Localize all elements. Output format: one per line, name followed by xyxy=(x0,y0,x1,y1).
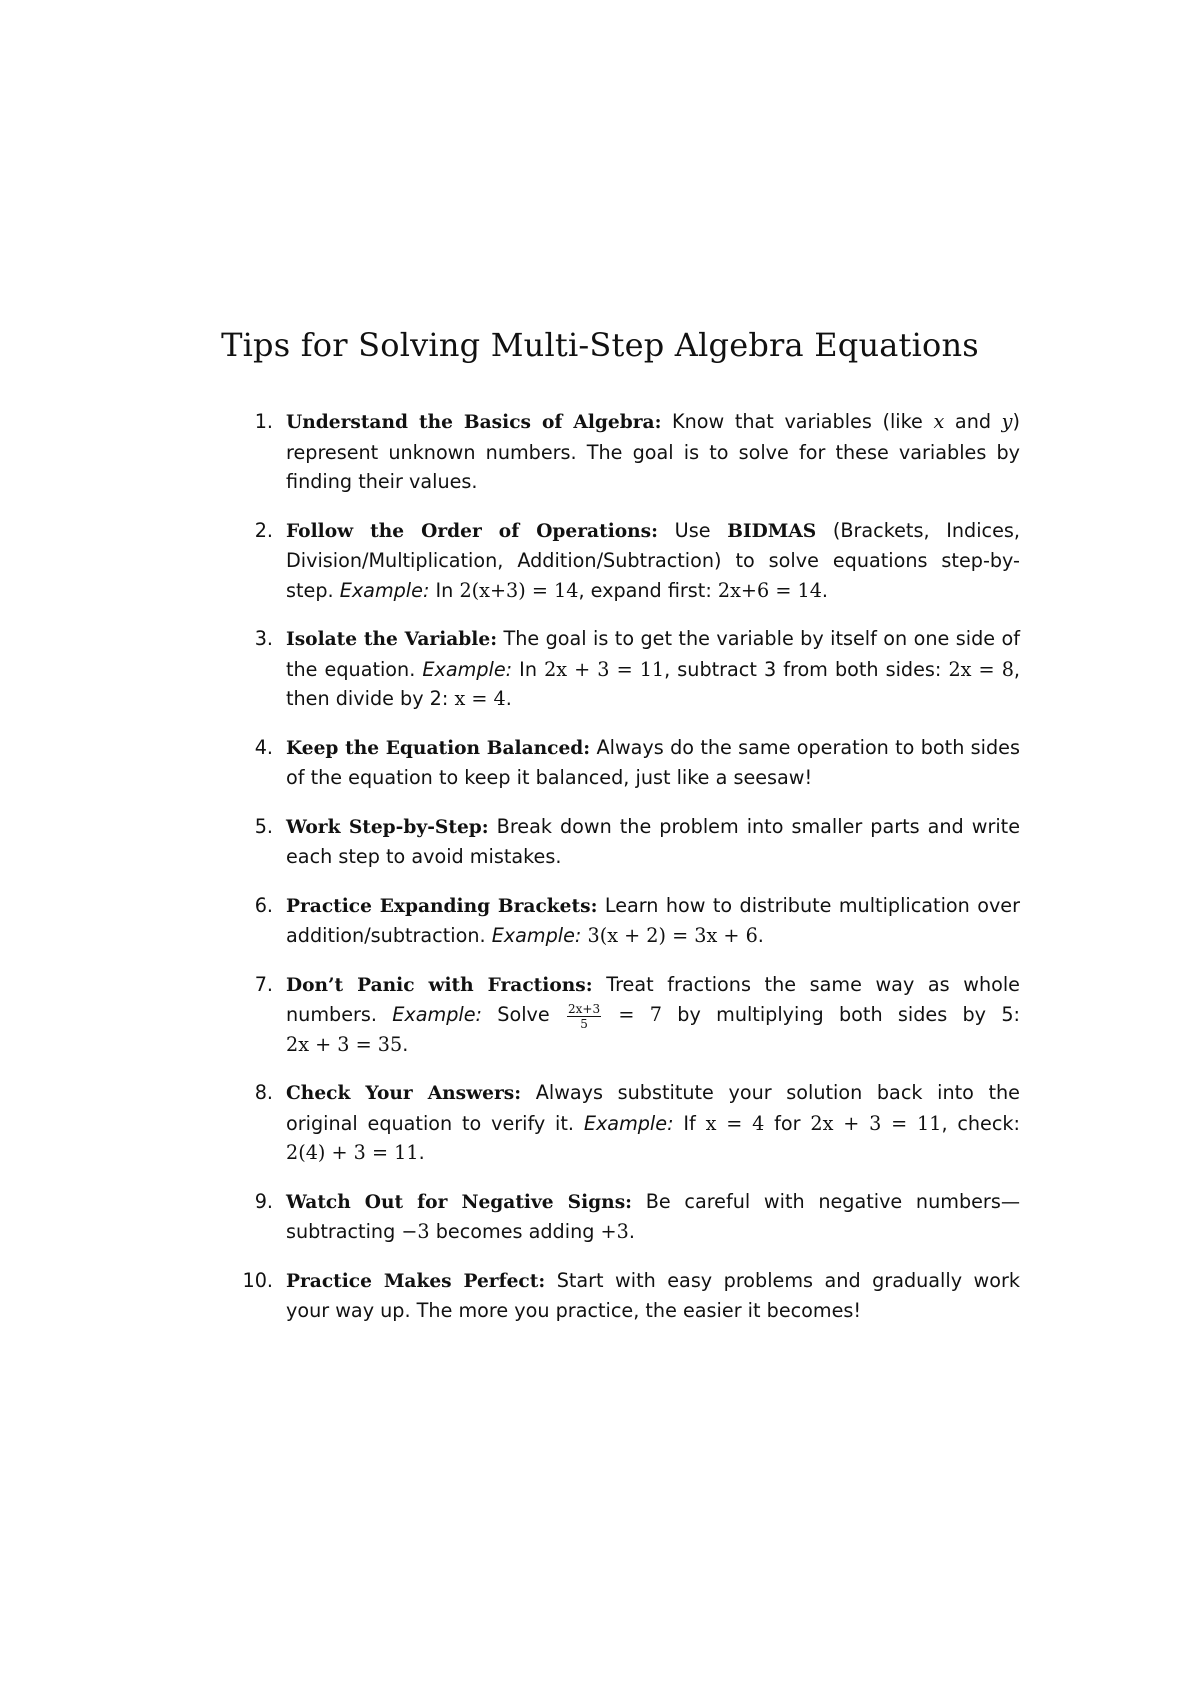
tip-text: If xyxy=(673,1111,706,1135)
tip-text: , subtract 3 from both sides: xyxy=(664,657,949,681)
tip-item-7 xyxy=(220,970,1020,1060)
tip-heading: Practice Expanding Brackets: xyxy=(286,895,598,917)
math-expression: 2x = 8 xyxy=(948,657,1014,681)
tip-text: becomes adding xyxy=(429,1220,601,1244)
math-expression: 2x + 3 = 35 xyxy=(286,1032,403,1056)
math-expression: x xyxy=(933,410,945,433)
tip-number: 3. xyxy=(254,627,273,650)
math-expression: 2(4) + 3 = 11 xyxy=(286,1141,419,1165)
tip-heading: Practice Makes Perfect: xyxy=(286,1270,546,1292)
tip-text: Treat fractions the same way as whole numbers. xyxy=(286,972,1020,1026)
tip-text: Use xyxy=(658,518,728,542)
tip-text: for xyxy=(764,1111,811,1135)
tip-text: Be careful with negative numbers—subtracting xyxy=(286,1189,1021,1244)
tip-text: Learn how to distribute multiplication over addition/subtraction. xyxy=(286,893,1020,947)
tip-text: In xyxy=(512,657,545,681)
tip-number: 1. xyxy=(254,410,273,433)
tip-item-6 xyxy=(220,891,1020,951)
tip-text: . xyxy=(821,578,829,602)
tip-text: , expand first: xyxy=(578,578,718,602)
example-label: Example: xyxy=(422,657,513,681)
tip-text: Start with easy problems and gradually work your way up. The more you practice, the easier it becomes! xyxy=(286,1268,1020,1323)
tip-item-9 xyxy=(220,1187,1020,1247)
example-label: Example: xyxy=(583,1111,674,1135)
math-expression: +3 xyxy=(600,1220,629,1244)
math-expression: 2x+6 = 14 xyxy=(717,578,822,602)
tip-item-4 xyxy=(220,733,1020,793)
tip-text: Always do the same operation to both sides of the equation to keep it balanced, just like a seesaw! xyxy=(286,735,1020,789)
tip-number: 5. xyxy=(254,814,273,838)
tip-text: (Brackets, Indices, Division/Multiplication, Addition/Subtraction) to solve equations step-by-step. xyxy=(286,518,1020,602)
tip-number: 8. xyxy=(254,1081,273,1105)
tip-number: 9. xyxy=(254,1189,273,1213)
tip-text: . xyxy=(418,1141,425,1165)
tip-heading: Don’t Panic with Fractions: xyxy=(286,974,593,996)
tip-heading: Keep the Equation Balanced: xyxy=(286,737,591,759)
tip-number: 7. xyxy=(254,972,273,996)
tip-text: Always substitute your solution back into the original equation to verify it. xyxy=(286,1081,1020,1135)
tip-text: Solve xyxy=(482,1003,566,1026)
tip-item-2 xyxy=(220,516,1020,606)
tip-item-10 xyxy=(220,1266,1020,1326)
fraction-denominator: 5 xyxy=(580,1016,588,1031)
tip-text: Break down the problem into smaller parts and write each step to avoid mistakes. xyxy=(286,814,1020,868)
tip-text: In xyxy=(429,578,460,602)
example-label: Example: xyxy=(491,924,582,947)
tip-heading: Check Your Answers: xyxy=(286,1083,522,1105)
math-expression: 2x + 3 = 11 xyxy=(810,1111,942,1135)
tip-number: 4. xyxy=(254,735,273,759)
math-expression: 3(x + 2) = 3x + 6 xyxy=(587,924,758,947)
fraction-numerator: 2x+3 xyxy=(568,1001,601,1016)
tip-text: . xyxy=(757,924,764,947)
tip-heading: Work Step-by-Step: xyxy=(286,816,489,838)
tip-text: and xyxy=(944,410,1002,433)
example-label: Example: xyxy=(339,578,430,602)
tip-heading: Isolate the Variable: xyxy=(286,629,498,650)
math-expression: x = 4 xyxy=(454,687,506,710)
page-title: Tips for Solving Multi-Step Algebra Equations xyxy=(221,326,979,364)
tip-text: Know that variables (like xyxy=(661,410,934,433)
tip-number: 10. xyxy=(242,1268,273,1292)
tip-text: . xyxy=(628,1220,635,1244)
tip-text: by multiplying both sides by 5: xyxy=(662,1003,1021,1026)
tip-item-8 xyxy=(220,1078,1020,1168)
tips-list xyxy=(220,407,1020,1345)
tip-heading: Follow the Order of Operations: xyxy=(286,520,659,542)
tip-text: . xyxy=(505,687,512,710)
acronym-bold: BIDMAS xyxy=(727,520,817,542)
fraction xyxy=(567,1003,601,1030)
tip-text: , then divide by 2: xyxy=(286,657,1021,710)
math-expression: −3 xyxy=(401,1220,430,1244)
tip-text: , check: xyxy=(941,1111,1020,1135)
tip-heading: Understand the Basics of Algebra: xyxy=(286,412,662,433)
tip-item-3 xyxy=(220,624,1020,714)
tip-number: 6. xyxy=(254,893,273,917)
tip-text: The goal is to get the variable by itself on one side of the equation. xyxy=(286,627,1020,681)
math-expression: = 7 xyxy=(603,1003,662,1026)
example-label: Example: xyxy=(392,1003,482,1026)
tip-number: 2. xyxy=(254,518,273,542)
tip-item-5 xyxy=(220,812,1020,872)
math-expression: 2x + 3 = 11 xyxy=(544,657,665,681)
math-expression: 2(x+3) = 14 xyxy=(459,578,579,602)
tip-text: ) represent unknown numbers. The goal is to solve for these variables by finding their values. xyxy=(286,410,1021,493)
math-expression: y xyxy=(1001,410,1013,433)
tip-item-1 xyxy=(220,407,1020,497)
math-expression: x = 4 xyxy=(705,1111,765,1135)
tip-heading: Watch Out for Negative Signs: xyxy=(286,1191,633,1213)
tip-text: . xyxy=(402,1032,409,1056)
